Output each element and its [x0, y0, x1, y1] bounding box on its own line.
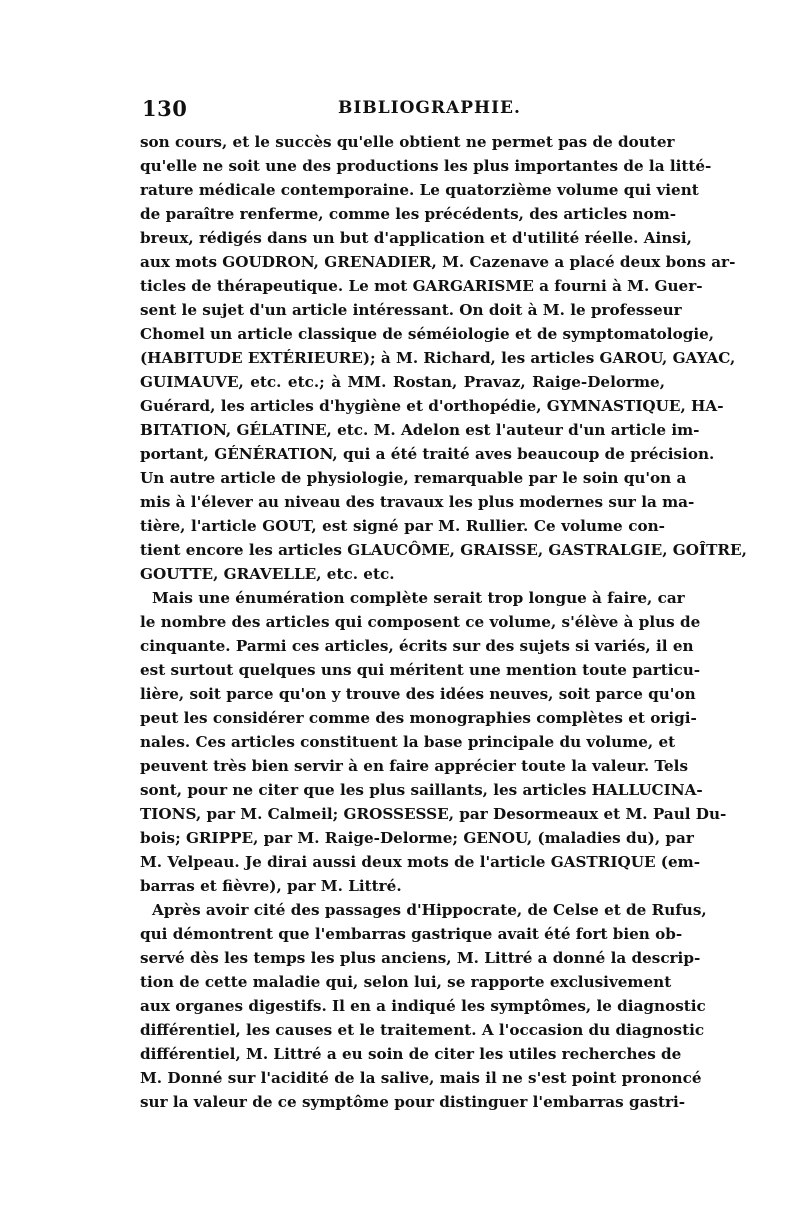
text-line: Un autre article de physiologie, remarquable par le soin qu'on a: [140, 469, 687, 487]
text-line: tient encore les articles GLAUCÔME, GRAISSE, GASTRALGIE, GOÎTRE,: [140, 541, 747, 559]
text-line: Chomel un article classique de séméiologie et de symptomatologie,: [140, 325, 715, 343]
page-header: [142, 96, 662, 126]
paragraph: [140, 898, 707, 1114]
text-line: qu'elle ne soit une des productions les plus importantes de la litté-: [140, 157, 712, 175]
text-line: nales. Ces articles constituent la base principale du volume, et: [140, 733, 676, 751]
text-line: GUIMAUVE, etc. etc.; à MM. Rostan, Pravaz, Raige-Delorme,: [140, 373, 665, 391]
text-line: TIONS, par M. Calmeil; GROSSESSE, par Desormeaux et M. Paul Du-: [140, 805, 727, 823]
text-line: portant, GÉNÉRATION, qui a été traité aves beaucoup de précision.: [140, 445, 715, 463]
text-line: Mais une énumération complète serait trop longue à faire, car: [152, 589, 685, 607]
text-line: aux organes digestifs. Il en a indiqué les symptômes, le diagnostic: [140, 997, 706, 1015]
text-line: M. Donné sur l'acidité de la salive, mais il ne s'est point prononcé: [140, 1069, 702, 1087]
text-line: Guérard, les articles d'hygiène et d'orthopédie, GYMNASTIQUE, HA-: [140, 397, 724, 415]
text-line: son cours, et le succès qu'elle obtient ne permet pas de douter: [140, 133, 675, 151]
text-line: le nombre des articles qui composent ce volume, s'élève à plus de: [140, 613, 701, 631]
text-line: BITATION, GÉLATINE, etc. M. Adelon est l'auteur d'un article im-: [140, 421, 700, 439]
text-line: peut les considérer comme des monographies complètes et origi-: [140, 709, 697, 727]
text-line: différentiel, M. Littré a eu soin de citer les utiles recherches de: [140, 1045, 682, 1063]
text-line: GOUTTE, GRAVELLE, etc. etc.: [140, 565, 395, 583]
text-line: tière, l'article GOUT, est signé par M. Rullier. Ce volume con-: [140, 517, 665, 535]
text-line: rature médicale contemporaine. Le quatorzième volume qui vient: [140, 181, 699, 199]
text-line: M. Velpeau. Je dirai aussi deux mots de l'article GASTRIQUE (em-: [140, 853, 701, 871]
text-line: tion de cette maladie qui, selon lui, se rapporte exclusivement: [140, 973, 672, 991]
text-line: est surtout quelques uns qui méritent une mention toute particu-: [140, 661, 701, 679]
text-line: bois; GRIPPE, par M. Raige-Delorme; GENOU, (maladies du), par: [140, 829, 694, 847]
text-line: breux, rédigés dans un but d'application et d'utilité réelle. Ainsi,: [140, 229, 692, 247]
text-line: qui démontrent que l'embarras gastrique avait été fort bien ob-: [140, 925, 683, 943]
running-head: BIBLIOGRAPHIE.: [338, 98, 521, 118]
text-line: lière, soit parce qu'on y trouve des idées neuves, soit parce qu'on: [140, 685, 696, 703]
text-line: Après avoir cité des passages d'Hippocrate, de Celse et de Rufus,: [152, 901, 707, 919]
page-number: 130: [142, 96, 188, 121]
text-line: peuvent très bien servir à en faire apprécier toute la valeur. Tels: [140, 757, 688, 775]
paragraph: [140, 586, 727, 898]
text-line: différentiel, les causes et le traitement. A l'occasion du diagnostic: [140, 1021, 705, 1039]
text-line: de paraître renferme, comme les précédents, des articles nom-: [140, 205, 677, 223]
text-line: sont, pour ne citer que les plus saillants, les articles HALLUCINA-: [140, 781, 703, 799]
body-text: [140, 130, 747, 1114]
text-line: mis à l'élever au niveau des travaux les plus modernes sur la ma-: [140, 493, 695, 511]
text-line: ticles de thérapeutique. Le mot GARGARISME a fourni à M. Guer-: [140, 277, 703, 295]
text-line: sur la valeur de ce symptôme pour distinguer l'embarras gastri-: [140, 1093, 686, 1111]
text-line: cinquante. Parmi ces articles, écrits sur des sujets si variés, il en: [140, 637, 694, 655]
text-line: aux mots GOUDRON, GRENADIER, M. Cazenave a placé deux bons ar-: [140, 253, 736, 271]
text-line: barras et fièvre), par M. Littré.: [140, 877, 402, 895]
text-line: servé dès les temps les plus anciens, M. Littré a donné la descrip-: [140, 949, 701, 967]
text-line: sent le sujet d'un article intéressant. On doit à M. le professeur: [140, 301, 682, 319]
paragraph: [140, 130, 747, 586]
text-line: (HABITUDE EXTÉRIEURE); à M. Richard, les articles GAROU, GAYAC,: [140, 349, 736, 367]
